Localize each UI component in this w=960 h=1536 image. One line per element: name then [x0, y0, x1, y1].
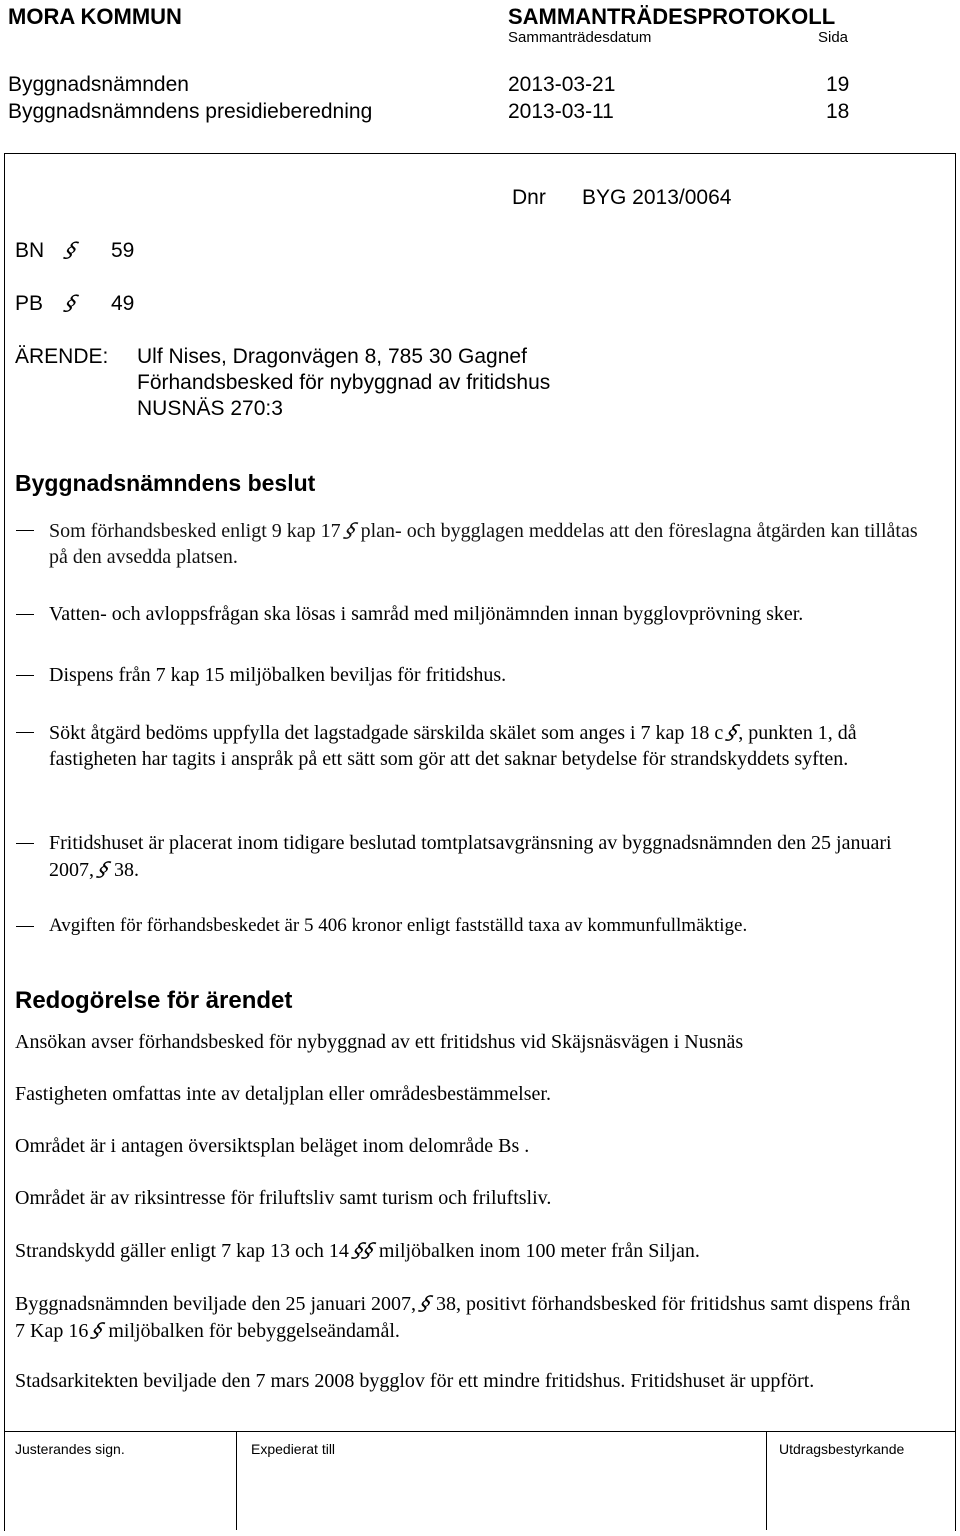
beslut-item-5: Fritidshuset är placerat inom tidigare beslutad tomtplatsavgränsning av byggnadsnämnden den 25 januari 2007, § 38. [49, 832, 892, 881]
page-label: Sida [818, 29, 849, 46]
redogorelse-para-7: Stadsarkitekten beviljade den 7 mars 2008 bygglov för ett mindre fritidshus. Fritidshuset är uppfört. [15, 1370, 815, 1392]
beslut-item-2: Vatten- och avloppsfrågan ska lösas i samråd med miljönämnden innan bygglovprövning sker. [49, 603, 804, 625]
date-label: Sammanträdesdatum [508, 29, 652, 46]
utdrag-label: Utdragsbestyrkande [779, 1441, 905, 1457]
dash-icon [16, 843, 34, 844]
beslut-title: Byggnadsnämndens beslut [15, 470, 316, 496]
footer-divider [236, 1431, 237, 1530]
meeting-date-2: 2013-03-11 [508, 100, 614, 123]
redogorelse-para-6: Byggnadsnämnden beviljade den 25 januari 2007, § 38, positivt förhandsbesked för fritidshus samt dispens från 7 Kap 16 § miljöbalken för bebyggelseändamål. [15, 1291, 911, 1342]
page-number-1: 19 [826, 73, 850, 96]
redogorelse-para-1: Ansökan avser förhandsbesked för nybyggnad av ett fritidshus vid Skäjsnäsvägen i Nusnäs [15, 1031, 744, 1053]
beslut-item-3: Dispens från 7 kap 15 miljöbalken beviljas för fritidshus. [49, 664, 507, 686]
beslut-item-6: Avgiften för förhandsbeskedet är 5 406 kronor enligt fastställd taxa av kommunfullmäktige. [49, 915, 748, 936]
dash-icon [16, 614, 34, 615]
dash-icon [16, 675, 34, 676]
redogorelse-para-4: Området är av riksintresse för friluftsliv samt turism och friluftsliv. [15, 1187, 552, 1209]
redogorelse-para-2: Fastigheten omfattas inte av detaljplan eller områdesbestämmelser. [15, 1083, 551, 1105]
redogorelse-title: Redogörelse för ärendet [15, 987, 293, 1014]
bn-label: BN [15, 239, 45, 262]
section-icon: § [59, 291, 84, 315]
redogorelse-para-3: Området är i antagen översiktsplan beläget inom delområde Bs . [15, 1135, 530, 1157]
expedierat-label: Expedierat till [251, 1441, 336, 1457]
justerande-label: Justerandes sign. [15, 1441, 125, 1457]
dnr-value: BYG 2013/0064 [582, 186, 732, 209]
redogorelse-para-5: Strandskydd gäller enligt 7 kap 13 och 14 §§ miljöbalken inom 100 meter från Siljan. [15, 1238, 700, 1262]
page-number-2: 18 [826, 100, 850, 123]
body-name-2: Byggnadsnämndens presidieberedning [8, 100, 373, 123]
beslut-item-4: Sökt åtgärd bedöms uppfylla det lagstadgade särskilda skälet som anges i 7 kap 18 c §, punkten 1, då fastigheten har tagits i anspråk på ett sätt som gör att det saknar betydelse för strandskyddets syften. [49, 720, 857, 770]
pb-label: PB [15, 292, 44, 315]
footer-divider [4, 1431, 955, 1432]
dash-icon [16, 732, 34, 733]
dnr-label: Dnr [512, 186, 546, 209]
beslut-item-1: Som förhandsbesked enligt 9 kap 17 § plan- och bygglagen meddelas att den föreslagna åtgärden kan tillåtas på den avsedda platsen. [49, 518, 918, 568]
dash-icon [16, 926, 34, 927]
body-name-1: Byggnadsnämnden [8, 73, 189, 96]
pb-number: 49 [111, 292, 135, 315]
arende-line-3: NUSNÄS 270:3 [137, 397, 283, 420]
arende-label: ÄRENDE: [15, 345, 109, 368]
dash-icon [16, 530, 34, 531]
bn-number: 59 [111, 239, 135, 262]
footer-divider [766, 1431, 767, 1530]
arende-line-2: Förhandsbesked för nybyggnad av fritidshus [137, 371, 551, 394]
doc-type: SAMMANTRÄDESPROTOKOLL [508, 4, 836, 29]
meeting-date-1: 2013-03-21 [508, 73, 616, 96]
org-name: MORA KOMMUN [8, 4, 182, 29]
section-icon: § [59, 238, 84, 262]
arende-line-1: Ulf Nises, Dragonvägen 8, 785 30 Gagnef [137, 345, 527, 368]
